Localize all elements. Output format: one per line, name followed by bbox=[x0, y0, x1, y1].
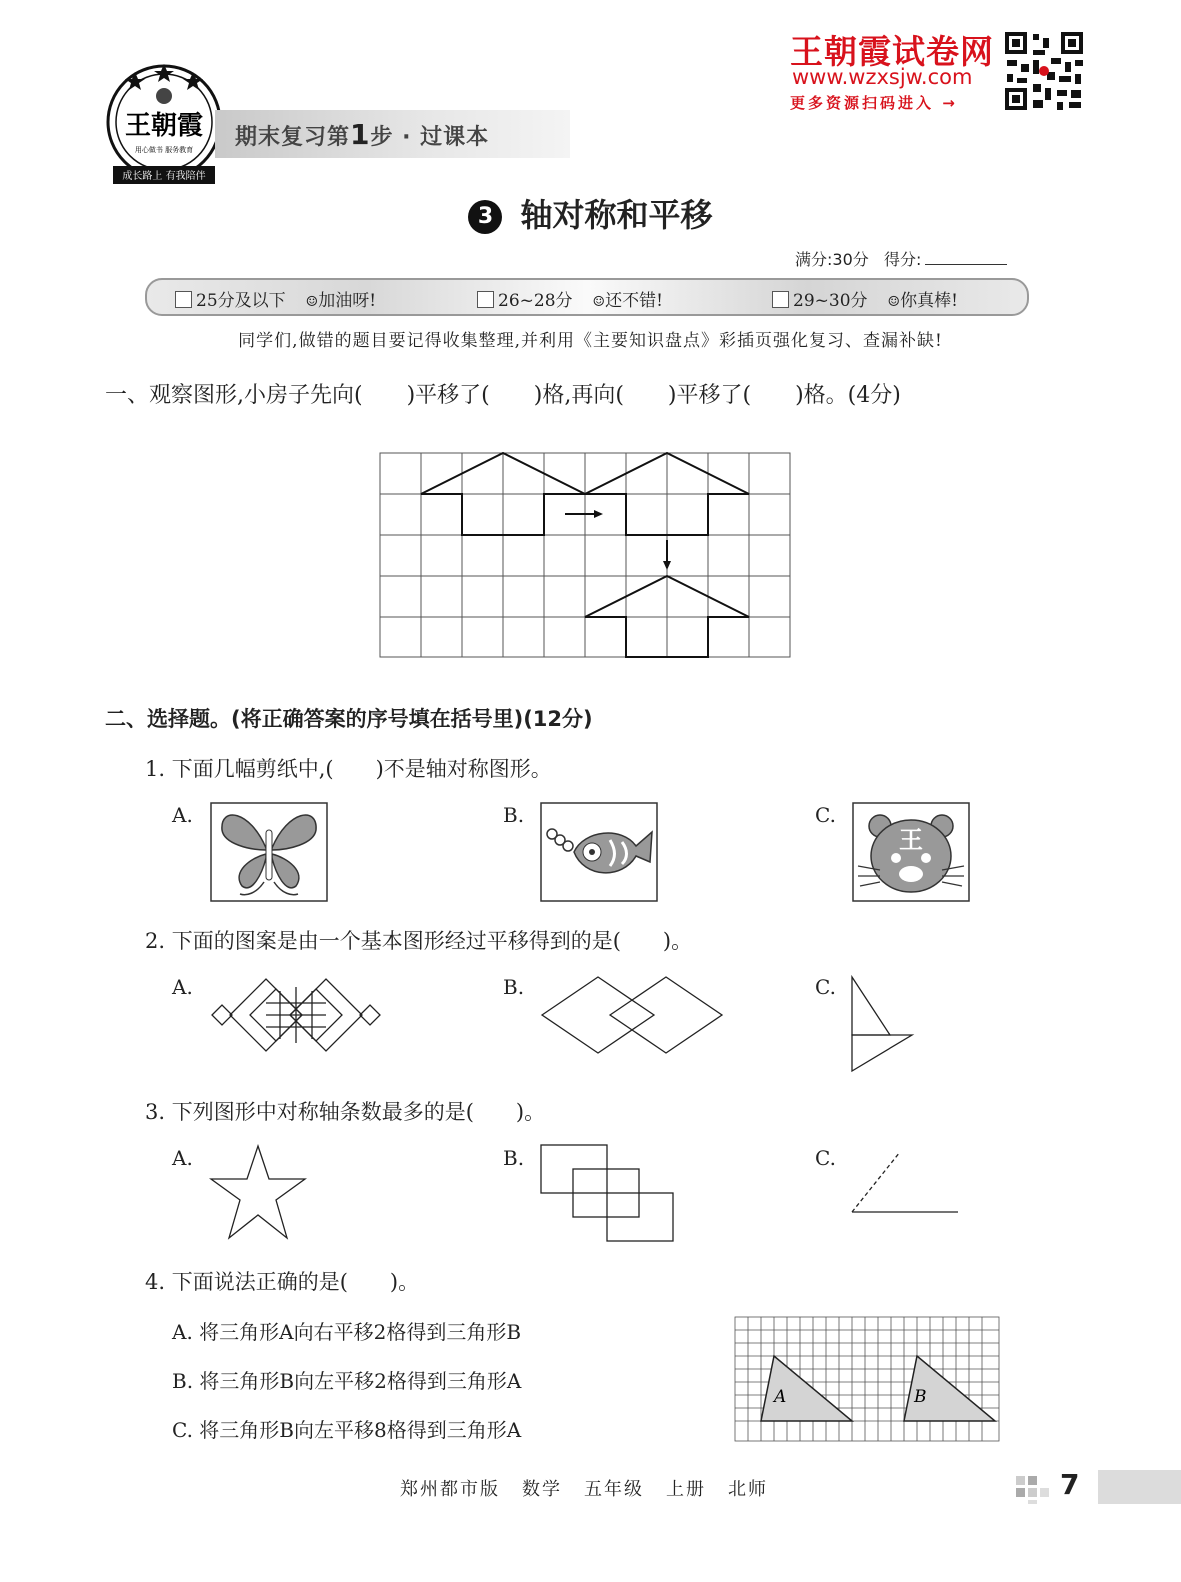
option-label-b: B. bbox=[503, 975, 525, 999]
step-label: 期末复习第1步 · 过课本 bbox=[235, 118, 490, 151]
grade-checkbox[interactable] bbox=[477, 291, 494, 308]
triangles-image[interactable] bbox=[850, 975, 916, 1073]
score-blank[interactable] bbox=[925, 264, 1007, 265]
overlapping-squares-image[interactable] bbox=[540, 1144, 676, 1244]
title-number-badge: 3 bbox=[468, 200, 502, 234]
two-diamonds-image[interactable] bbox=[540, 975, 724, 1055]
option-label-a: A. bbox=[172, 975, 193, 999]
badge-slogan: 用心做书 服务教育 bbox=[134, 146, 194, 154]
brand-more-link[interactable]: 更多资源扫码进入 → bbox=[790, 94, 958, 112]
house-translation-grid bbox=[379, 452, 792, 658]
star-shape-image[interactable] bbox=[208, 1144, 308, 1242]
tiger-forehead-char: 王 bbox=[899, 825, 923, 854]
section-2-title: 二、选择题。(将正确答案的序号填在括号里)(12分) bbox=[105, 707, 593, 731]
question-2-4-text: 4. 下面说法正确的是( )。 bbox=[145, 1270, 420, 1294]
grade-item-1: 25分及以下 ☺加油呀! bbox=[175, 286, 376, 311]
brand-badge-logo bbox=[105, 62, 223, 190]
qr-code-icon[interactable] bbox=[1003, 30, 1085, 112]
option-4-a[interactable]: A. 将三角形A向右平移2格得到三角形B bbox=[172, 1320, 522, 1344]
grade-item-2: 26~28分 ☺还不错! bbox=[477, 286, 663, 311]
tiger-papercut-image[interactable] bbox=[852, 802, 970, 902]
score-line: 满分:30分 得分: bbox=[795, 247, 1007, 270]
arrow-right-icon bbox=[594, 510, 603, 518]
butterfly-papercut-image[interactable] bbox=[210, 802, 328, 902]
angle-shape-image[interactable] bbox=[850, 1150, 962, 1216]
brand-name: 王朝霞试卷网 bbox=[790, 32, 994, 71]
triangle-b-label: B bbox=[914, 1387, 927, 1407]
option-4-b[interactable]: B. 将三角形B向左平移2格得到三角形A bbox=[172, 1369, 522, 1393]
question-1-text: 一、观察图形,小房子先向( )平移了( )格,再向( )平移了( )格。(4分) bbox=[105, 383, 901, 408]
footer-info: 郑州都市版 数学 五年级 上册 北师 bbox=[400, 1479, 768, 1500]
arrow-down-icon bbox=[663, 561, 671, 570]
question-2-2-text: 2. 下面的图案是由一个基本图形经过平移得到的是( )。 bbox=[145, 929, 693, 953]
smile-icon: ☺ bbox=[305, 294, 319, 310]
page-title: 3 轴对称和平移 bbox=[0, 190, 1181, 236]
grade-item-3: 29~30分 ☺你真棒! bbox=[772, 286, 958, 311]
smile-icon: ☺ bbox=[887, 294, 901, 310]
option-4-c[interactable]: C. 将三角形B向左平移8格得到三角形A bbox=[172, 1418, 522, 1442]
option-label-c: C. bbox=[815, 1146, 836, 1170]
triangle-translation-grid bbox=[734, 1316, 1000, 1442]
page-number: 7 bbox=[1060, 1468, 1080, 1501]
option-label-c: C. bbox=[815, 975, 836, 999]
option-label-b: B. bbox=[503, 803, 525, 827]
grade-checkbox[interactable] bbox=[175, 291, 192, 308]
diamond-pattern-image[interactable] bbox=[210, 975, 382, 1055]
question-2-1-text: 1. 下面几幅剪纸中,( )不是轴对称图形。 bbox=[145, 757, 552, 781]
badge-ribbon: 成长路上 有我陪伴 bbox=[122, 171, 206, 182]
smile-icon: ☺ bbox=[592, 294, 606, 310]
triangle-a-label: A bbox=[774, 1387, 787, 1407]
brand-url[interactable]: www.wzxsjw.com bbox=[792, 65, 973, 89]
corner-squares-icon bbox=[1016, 1476, 1050, 1504]
page-number-band bbox=[1098, 1470, 1181, 1504]
grade-checkbox[interactable] bbox=[772, 291, 789, 308]
option-label-b: B. bbox=[503, 1146, 525, 1170]
question-2-3-text: 3. 下列图形中对称轴条数最多的是( )。 bbox=[145, 1100, 546, 1124]
notice-text: 同学们,做错的题目要记得收集整理,并利用《主要知识盘点》彩插页强化复习、查漏补缺! bbox=[238, 331, 943, 351]
option-label-a: A. bbox=[172, 803, 193, 827]
option-label-c: C. bbox=[815, 803, 836, 827]
option-label-a: A. bbox=[172, 1146, 193, 1170]
badge-name: 王朝霞 bbox=[124, 111, 204, 141]
fish-papercut-image[interactable] bbox=[540, 802, 658, 902]
